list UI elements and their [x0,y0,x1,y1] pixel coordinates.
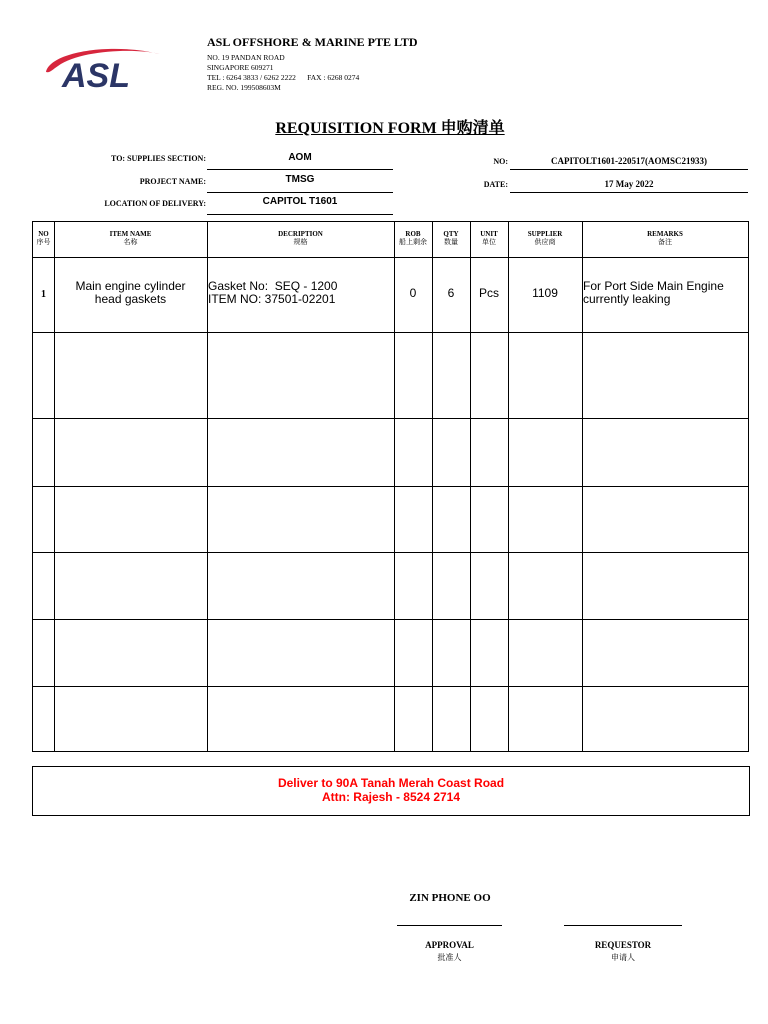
to-supplies-label: TO: SUPPLIES SECTION: [111,154,206,163]
to-supplies-underline [207,169,393,170]
requestor-name: ZIN PHONE OO [409,892,491,904]
company-tel-fax: TEL : 6264 3833 / 6262 2222 FAX : 6268 0274 [207,73,360,82]
row-1-qty: 6 [447,286,455,300]
company-reg-no: REG. NO. 199508603M [207,83,281,92]
row-1-supplier: 1109 [532,286,558,300]
row-1-description: Gasket No: SEQ - 1200 ITEM NO: 37501-02201 [208,279,338,306]
number-underline [510,169,748,170]
header-rob: ROB 船上剩余 [399,230,427,246]
row-1-unit: Pcs [478,286,499,300]
requestor-label: REQUESTOR [594,940,652,950]
company-name: ASL OFFSHORE & MARINE PTE LTD [207,35,418,49]
row-1-remarks: For Port Side Main Engine currently leaking [583,279,724,306]
project-name-value: TMSG [285,174,315,185]
date-value: 17 May 2022 [604,179,654,189]
row-1-item-name: Main engine cylinder head gaskets [75,279,186,306]
approval-label: APPROVAL [425,940,474,950]
delivery-line-2: Attn: Rajesh - 8524 2714 [321,790,461,804]
row-1-rob: 0 [409,286,417,300]
header-remarks: REMARKS 备注 [647,230,683,246]
company-address-line1: NO. 19 PANDAN ROAD [207,53,285,62]
number-value: CAPITOLT1601-220517(AOMSC21933) [550,156,707,166]
date-underline [510,192,748,193]
project-name-underline [207,192,393,193]
header-no: NO 序号 [36,230,51,246]
approval-signature-line [397,925,502,926]
row-1-no: 1 [41,289,46,300]
header-unit: UNIT 单位 [480,230,498,246]
location-value: CAPITOL T1601 [262,196,338,207]
location-underline [207,214,393,215]
number-label: NO: [493,157,508,166]
to-supplies-value: AOM [288,152,312,163]
header-description: DECRIPTION 规格 [278,230,323,246]
header-item-name: ITEM NAME 名称 [109,230,152,246]
location-label: LOCATION OF DELIVERY: [104,199,206,208]
requestor-label-cn: 申请人 [611,953,635,962]
items-table [32,221,749,752]
date-label: DATE: [483,180,508,189]
project-name-label: PROJECT NAME: [139,177,206,186]
header-qty: QTY 数量 [443,230,459,246]
logo-text: ASL [62,57,130,90]
company-logo [40,44,190,90]
company-address-line2: SINGAPORE 609271 [207,63,274,72]
form-title: REQUISITION FORM 申购清单 [275,120,505,137]
requestor-signature-line [564,925,682,926]
approval-label-cn: 批准人 [437,953,462,962]
delivery-line-1: Deliver to 90A Tanah Merah Coast Road [277,776,505,790]
header-supplier: SUPPLIER 供应商 [527,230,563,246]
asl-logo-icon [40,44,190,90]
delivery-instructions-box [32,766,750,816]
